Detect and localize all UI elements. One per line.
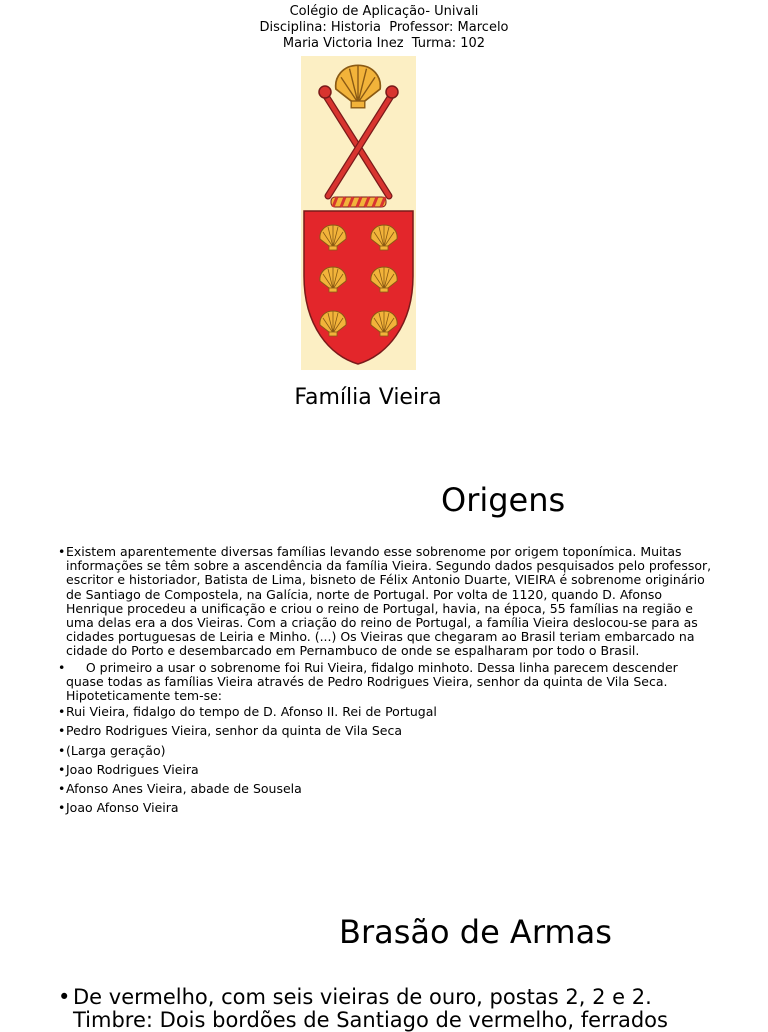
list-item: • O primeiro a usar o sobrenome foi Rui Vieira, fidalgo minhoto. Dessa linha parecem descender quase todas as famílias Vieira através de Pedro Rodrigues Vieira, senhor da quinta de Vila Seca. Hipoteticamente tem-se: bbox=[58, 661, 718, 704]
discipline-professor: Disciplina: Historia Professor: Marcelo bbox=[259, 20, 509, 35]
school-name: Colégio de Aplicação- Univali bbox=[289, 4, 479, 19]
family-title: Família Vieira bbox=[294, 385, 442, 410]
list-item: • Pedro Rodrigues Vieira, senhor da quinta de Vila Seca bbox=[58, 724, 718, 738]
arms-heading: Brasão de Armas bbox=[339, 913, 612, 951]
crest-scallop-shell-icon bbox=[336, 65, 381, 108]
list-item: • De vermelho, com seis vieiras de ouro, postas 2, 2 e 2. Timbre: Dois bordões de Santiago de vermelho, ferrados bbox=[58, 986, 738, 1032]
list-item: • Joao Afonso Vieira bbox=[58, 801, 718, 815]
shield-icon bbox=[304, 211, 413, 364]
document-header bbox=[0, 4, 768, 52]
origins-heading: Origens bbox=[441, 481, 566, 519]
torse-icon bbox=[331, 197, 386, 207]
list-item: • Joao Rodrigues Vieira bbox=[58, 763, 718, 777]
list-item: • Existem aparentemente diversas famílias levando esse sobrenome por origem toponímica. Muitas informações se têm sobre a ascendência da família Vieira. Segundo dados pesquisados pelo professor, escritor e historiador, Batista de Lima, bisneto de Félix Antonio Duarte, VIEIRA é sobrenome originário de Santiago de Compostela, na Galícia, norte de Portugal. Por volta de 1120, quando D. Afonso Henrique procedeu a unificação e criou o reino de Portugal, havia, na época, 55 famílias na região e uma delas era a dos Vieiras. Com a criação do reino de Portugal, a família Vieira deslocou-se para as cidades portuguesas de Leiria e Minho. (...) Os Vieiras que chegaram ao Brasil teriam embarcado na cidade do Porto e desembarcado em Pernambuco de onde se espalharam por todo o Brasil. bbox=[58, 545, 718, 659]
origins-list bbox=[58, 545, 718, 820]
list-item: • Rui Vieira, fidalgo do tempo de D. Afonso II. Rei de Portugal bbox=[58, 705, 718, 719]
student-class: Maria Victoria Inez Turma: 102 bbox=[282, 36, 486, 51]
arms-list bbox=[58, 986, 738, 1032]
list-item: • Afonso Anes Vieira, abade de Sousela bbox=[58, 782, 718, 796]
coat-of-arms-image bbox=[301, 56, 416, 370]
list-item: • (Larga geração) bbox=[58, 744, 718, 758]
